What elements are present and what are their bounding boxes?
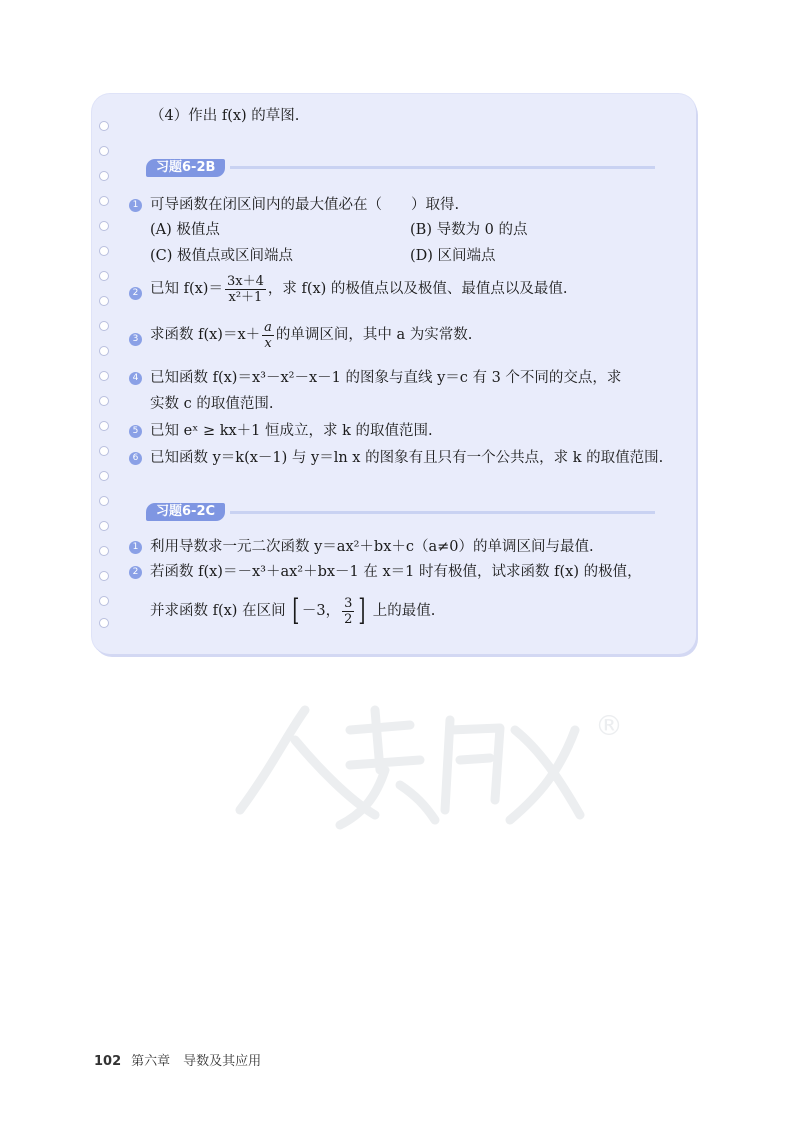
page-number: 102 [94, 1054, 122, 1069]
question-b3 [150, 318, 472, 352]
question-number: 5 [129, 425, 142, 438]
b2-suffix: ，求 f(x) 的极值点以及极值、最值点以及最值. [267, 281, 568, 297]
question-number: 1 [129, 199, 142, 212]
question-number: 1 [129, 541, 142, 554]
left-bracket: [ [292, 593, 300, 628]
question-number: 4 [129, 372, 142, 385]
publisher-watermark [200, 690, 630, 850]
option-d: (D) 区间端点 [410, 248, 496, 264]
question-b6: 已知函数 y＝k(x－1) 与 y＝ln x 的图象有且只有一个公共点，求 k 的取值范围. [150, 450, 664, 466]
b2-prefix: 已知 f(x)＝ [150, 281, 223, 297]
question-c1: 利用导数求一元二次函数 y＝ax²＋bx＋c（a≠0）的单调区间与最值. [150, 539, 594, 555]
b3-fraction: $\frac{a}{x}$ [264, 319, 272, 351]
c2-prefix: 并求函数 f(x) 在区间 [150, 603, 286, 619]
question-c2-line1: 若函数 f(x)＝－x³＋ax²＋bx－1 在 x＝1 时有极值，试求函数 f(x) 的极值， [150, 564, 642, 580]
question-b2 [150, 272, 568, 306]
question-number: 2 [129, 287, 142, 300]
section-c-rule [230, 511, 655, 514]
question-b5: 已知 eˣ ≥ kx＋1 恒成立，求 k 的取值范围. [150, 423, 433, 439]
chapter-title: 第六章 导数及其应用 [131, 1054, 262, 1069]
b3-suffix: 的单调区间，其中 a 为实常数. [275, 327, 473, 343]
question-b1: 可导函数在闭区间内的最大值必在（ ）取得. [150, 197, 460, 213]
question-b4-line1: 已知函数 f(x)＝x³－x²－x－1 的图象与直线 y＝c 有 3 个不同的交点，求 [150, 370, 622, 386]
section-b-title: 习题6-2B [146, 159, 225, 177]
question-number: 3 [129, 333, 142, 346]
b3-prefix: 求函数 f(x)＝x＋ [150, 327, 261, 343]
section-c-title: 习题6-2C [146, 503, 225, 521]
b2-fraction: $\frac{3x+4}{\text{x²＋1}}$ [226, 273, 264, 305]
page-footer [94, 1050, 261, 1069]
option-a: (A) 极值点 [150, 222, 220, 238]
c2-suffix: 上的最值. [372, 603, 436, 619]
option-c: (C) 极值点或区间端点 [150, 248, 294, 264]
question-b4-line2: 实数 c 的取值范围. [150, 396, 274, 412]
carryover-item: （4）作出 f(x) 的草图. [150, 108, 300, 124]
right-bracket: ] [358, 593, 366, 628]
question-c2-line2 [150, 592, 435, 630]
option-b: (B) 导数为 0 的点 [410, 222, 528, 238]
interval-left: －3， [301, 603, 341, 619]
question-number: 6 [129, 452, 142, 465]
section-b-rule [230, 166, 655, 169]
registered-mark: ® [595, 709, 623, 742]
c2-fraction: $\frac{3}{2}$ [344, 595, 353, 627]
question-number: 2 [129, 566, 142, 579]
